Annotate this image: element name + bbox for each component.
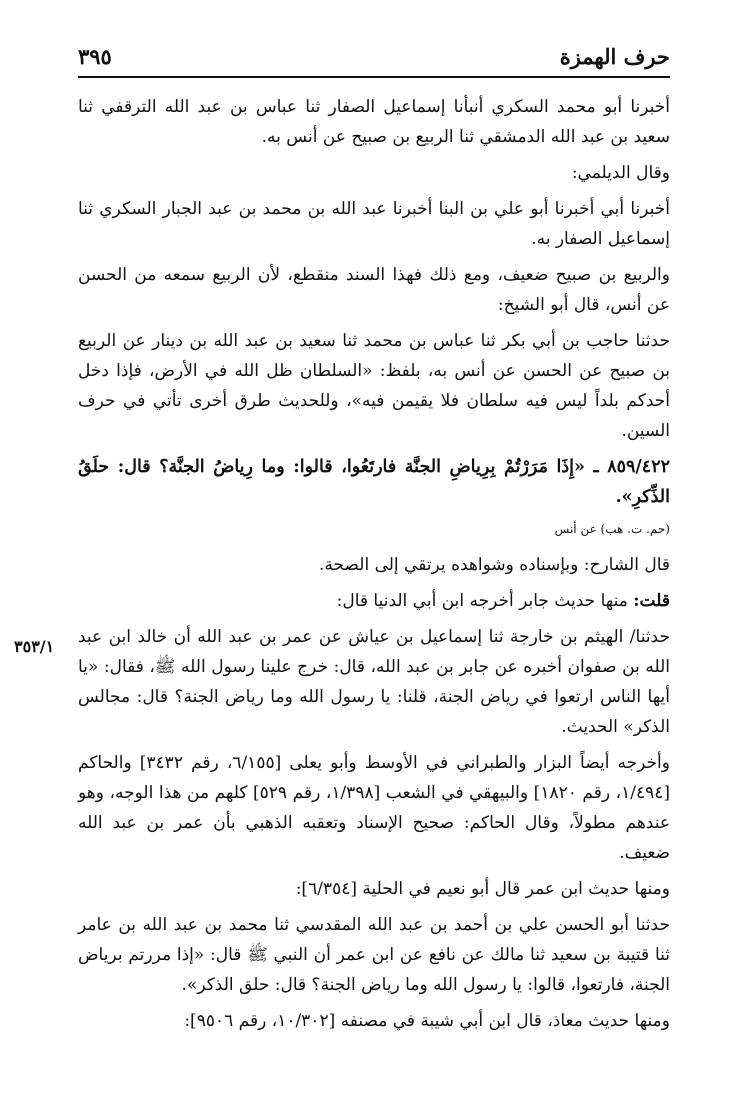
chapter-title: حرف الهمزة [559,44,670,69]
qultu-text: منها حديث جابر أخرجه ابن أبي الدنيا قال: [336,591,634,611]
paragraph: ومنها حديث ابن عمر قال أبو نعيم في الحلية [٦/٣٥٤]: [295,879,670,899]
header-divider [78,76,670,78]
paragraph: ومنها حديث معاذ، قال ابن أبي شيبة في مصنفه [١٠/٣٠٢، رقم ٩٥٠٦]: [184,1011,670,1031]
margin-reference: ٣٥٣/١ [14,637,55,656]
paragraph: حدثنا/ الهيثم بن خارجة ثنا إسماعيل بن عياش عن عمر بن عبد الله أن خالد ابن عبد الله بن صفوان أخبره عن جابر بن عبد الله، قال: خرج علينا رسول الله ﷺ، فقال: «يا أيها الناس ارتعوا في رياض الجنة، قلنا: يا رسول الله وما رياض الجنة؟ قال: مجالس الذكر» الحديث. [78,627,670,737]
paragraph: وأخرجه أيضاً البزار والطبراني في الأوسط وأبو يعلى [٦/١٥٥، رقم ٣٤٣٢] والحاكم [١/٤٩٤، رقم ١٨٢٠] والبيهقي في الشعب [١/٣٩٨، رقم ٥٢٩] كلهم من هذا الوجه، وهو عندهم مطولاً، وقال الحاكم: صحيح الإسناد وتعقبه الذهبي بأن عمر بن عبد الله ضعيف. [78,753,670,863]
paragraph: أخبرنا أبي أخبرنا أبو علي بن البنا أخبرنا عبد الله بن محمد بن عبد الجبار السكري ثنا إسماعيل الصفار به. [78,199,670,249]
hadith-heading: ٨٥٩/٤٢٢ ـ «إِذَا مَرَرْتُمْ بِرِياضِ الجنَّة فارتَعُوا، قالوا: وما رِياضُ الجنَّة؟ قال: حلَقُ الذِّكرِ». [78,457,670,507]
hadith-source: (حم. ت. هب) عن أنس [554,522,670,536]
commentary-sharih: قال الشارح: وبإسناده وشواهده يرتقي إلى الصحة. [319,555,670,575]
page-number: ٣٩٥ [78,44,112,69]
page-header [78,44,670,76]
paragraph: حدثنا حاجب بن أبي بكر ثنا عباس بن محمد ثنا سعيد بن عبد الله بن دينار عن الربيع بن صبيح عن الحسن عن أنس به، بلفظ: «السلطان ظل الله في الأرض، فإذا دخل أحدكم بلداً ليس فيه سلطان فلا يقيمن فيه»، وللحديث طرق أخرى تأتي في حرف السين. [78,331,670,441]
qultu-label: قلت: [633,591,670,611]
paragraph: والربيع بن صبيح ضعيف، ومع ذلك فهذا السند منقطع، لأن الربيع سمعه من الحسن عن أنس، قال أبو الشيخ: [78,265,670,315]
page-body [78,92,670,1042]
paragraph: وقال الديلمي: [571,163,670,183]
paragraph: حدثنا أبو الحسن علي بن أحمد بن عبد الله المقدسي ثنا محمد بن عبد الله بن عامر ثنا قتيبة بن سعيد ثنا مالك عن نافع عن ابن عمر أن النبي ﷺ قال: «إذا مررتم برياض الجنة، فارتعوا، قالوا: يا رسول الله وما رياض الجنة؟ قال: حلق الذكر». [78,915,670,995]
commentary-qultu [78,586,670,616]
paragraph: أخبرنا أبو محمد السكري أنبأنا إسماعيل الصفار ثنا عباس بن عبد الله الترقفي ثنا سعيد بن عبد الله الدمشقي ثنا الربيع بن صبيح عن أنس به. [78,97,670,147]
